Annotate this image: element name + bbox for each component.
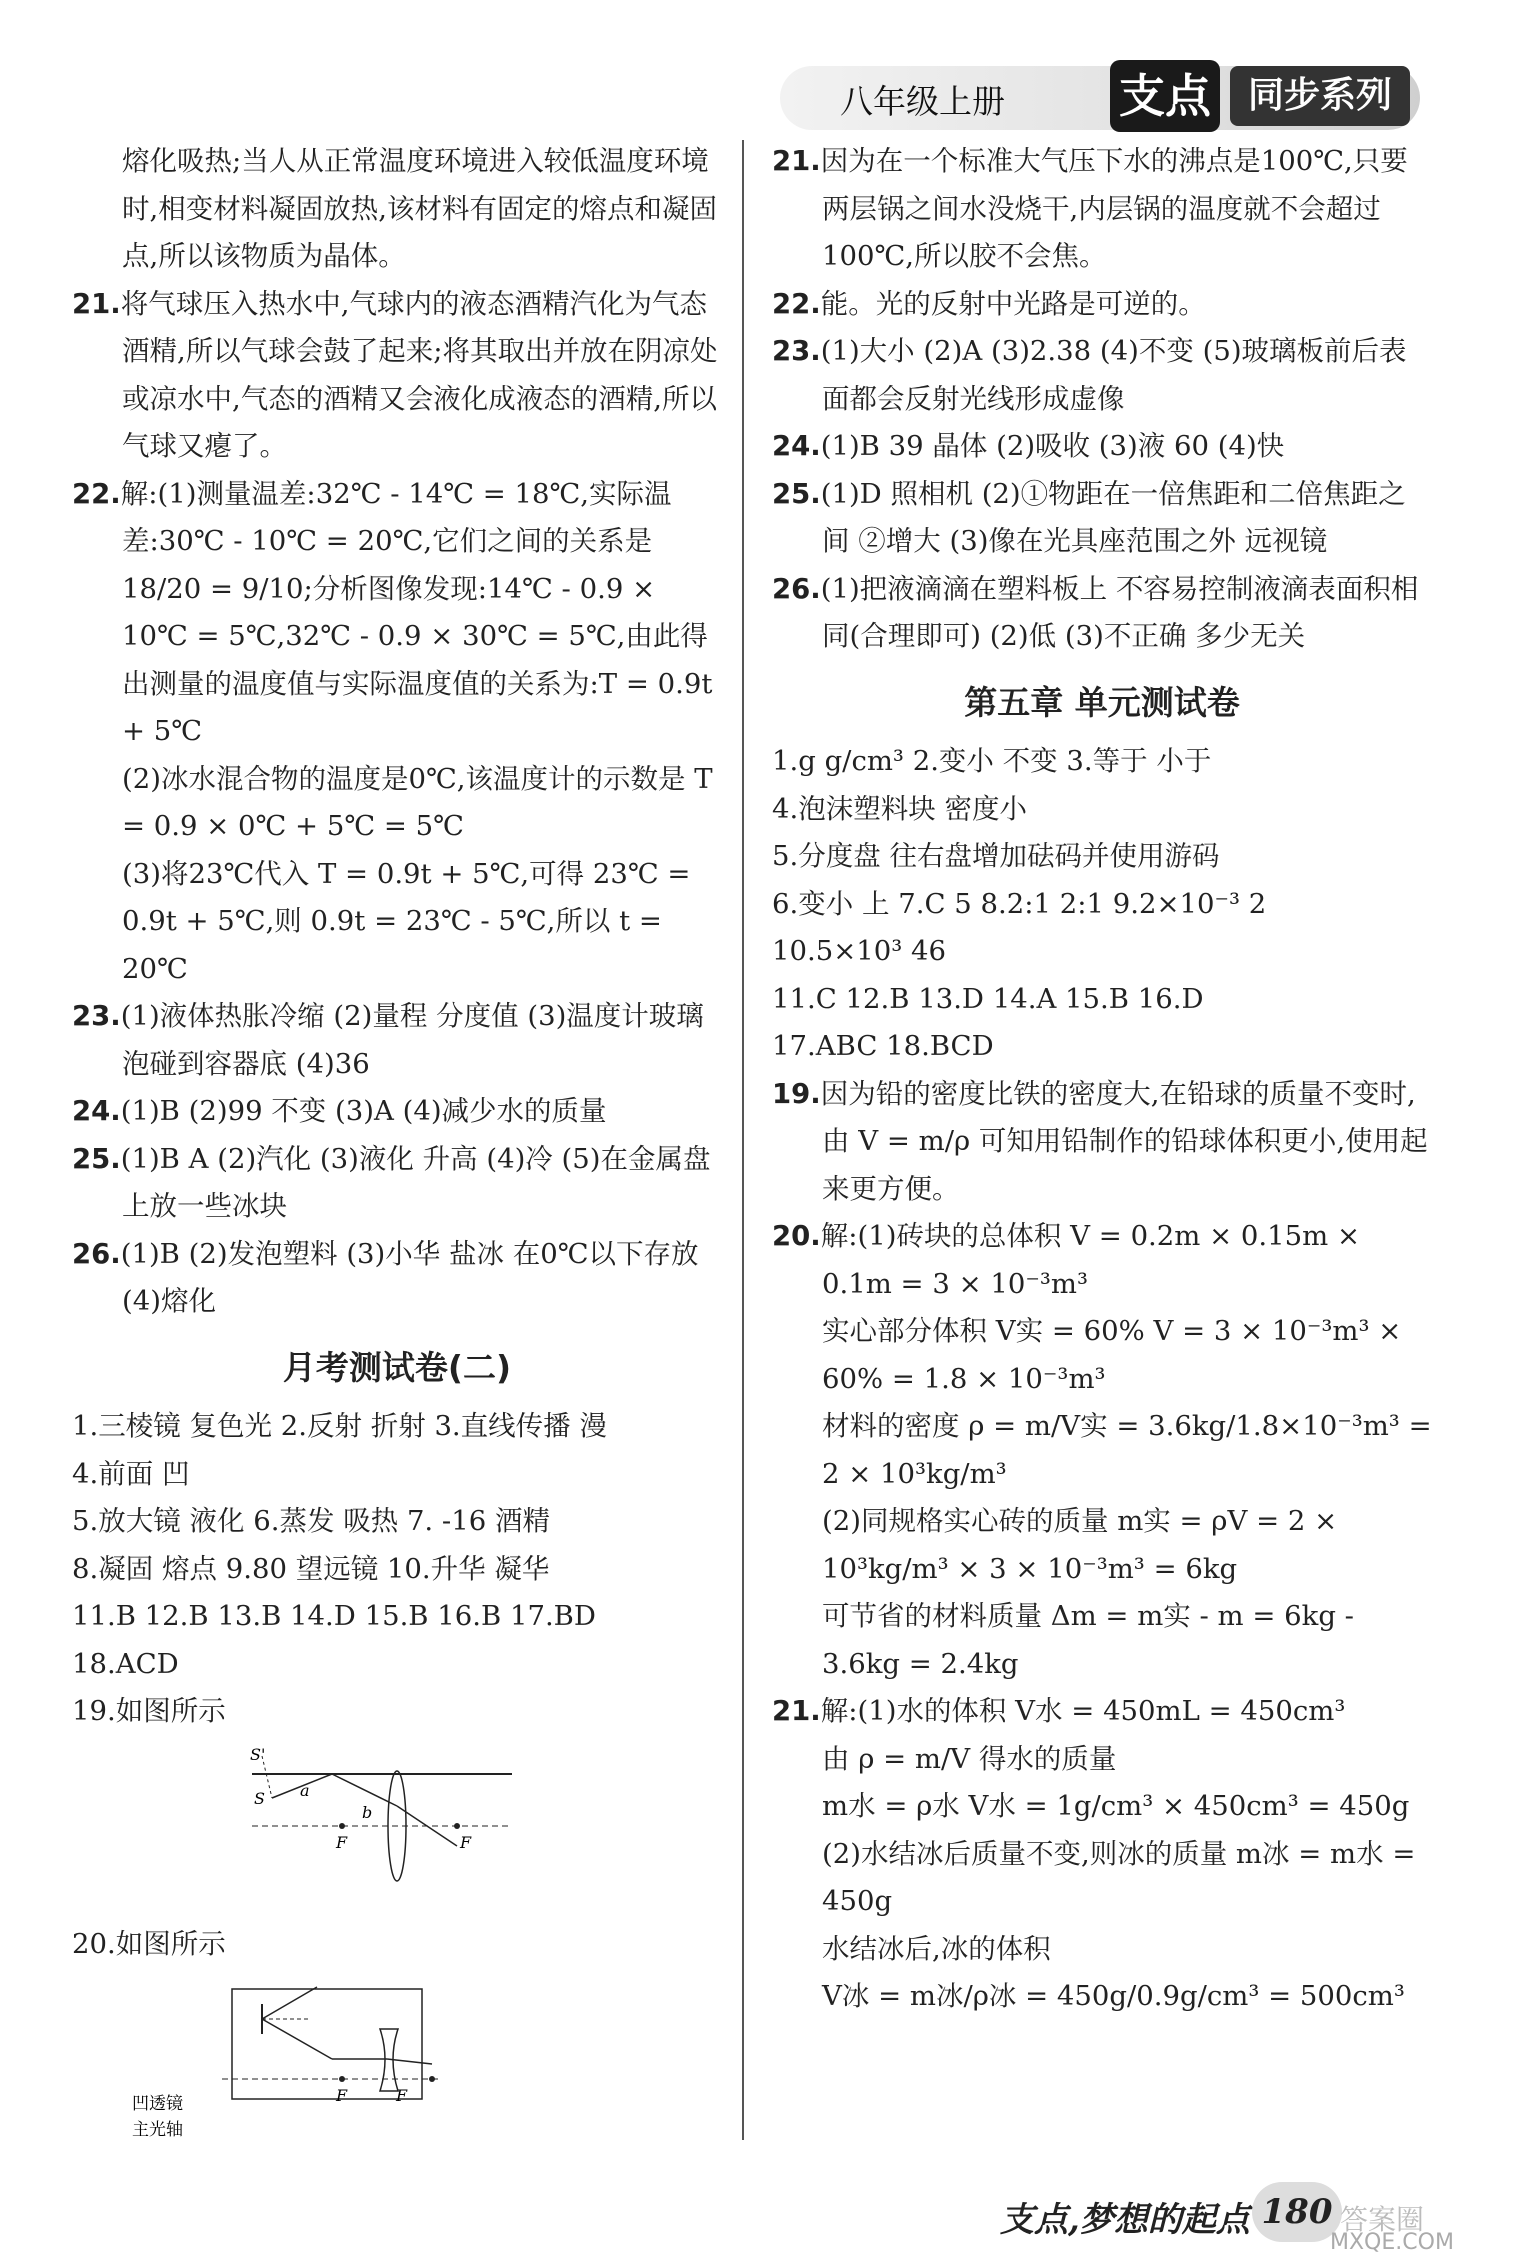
answer-text: (1)B (2)发泡塑料 (3)小华 盐冰 在0℃以下存放 (4)熔化 — [120, 1237, 699, 1317]
answer-text: (1)液体热胀冷缩 (2)量程 分度值 (3)温度计玻璃泡碰到容器底 (4)36 — [120, 1000, 704, 1080]
answer-number: 26. — [72, 1237, 121, 1270]
lens-diagram-svg — [232, 1746, 532, 1896]
answer-20-line: (2)同规格实心砖的质量 m实 = ρV = 2 × 10³kg/m³ × 3 × 10⁻³m³ = 6kg — [822, 1505, 1338, 1585]
answer-text: 因为在一个标准大气压下水的沸点是100℃,只要两层锅之间水没烧干,内层锅的温度就不会超过100℃,所以胶不会焦。 — [820, 145, 1408, 272]
left-column — [72, 138, 722, 2174]
watermark-logo: 答案圈 — [1340, 2203, 1425, 2236]
answer-text: (1)B 39 晶体 (2)吸收 (3)液 60 (4)快 — [820, 430, 1285, 462]
label-focus-left: F — [336, 2085, 348, 2105]
focus-point-left — [339, 1823, 345, 1829]
answer-number: 25. — [72, 1142, 121, 1175]
answer-20-line: 实心部分体积 V实 = 60% V = 3 × 10⁻³m³ × 60% = 1.8 × 10⁻³m³ — [822, 1315, 1402, 1395]
answer-22-part3: (3)将23℃代入 T = 0.9t + 5℃,可得 23℃ = 0.9t + 5℃,则 0.9t = 23℃ - 5℃,所以 t = 20℃ — [122, 857, 691, 985]
answer-21-line: 水结冰后,冰的体积 — [822, 1932, 1051, 1965]
answer-number: 26. — [772, 572, 821, 605]
page-header — [780, 58, 1420, 138]
answer-22-part2: (2)冰水混合物的温度是0℃,该温度计的示数是 T = 0.9 × 0℃ + 5℃ = 5℃ — [122, 762, 713, 842]
label-s-prime: S' — [250, 1745, 266, 1764]
answer-text: 因为铅的密度比铁的密度大,在铅球的质量不变时,由 V = m/ρ 可知用铅制作的铅球体积更小,使用起来更方便。 — [820, 1077, 1428, 1205]
watermark-url: MXQE.COM — [1330, 2230, 1454, 2255]
answer-line: 1.g g/cm³ 2.变小 不变 3.等于 小于 — [772, 745, 1212, 777]
answer-line: 5.分度盘 往右盘增加砝码并使用游码 — [772, 840, 1220, 872]
footer-slogan: 支点,梦想的起点 — [1000, 2200, 1250, 2240]
answer-21-line: (2)水结冰后质量不变,则冰的质量 m冰 = m水 = 450g — [822, 1837, 1416, 1917]
answer-number: 22. — [772, 287, 821, 320]
answer-line: 11.C 12.B 13.D 14.A 15.B 16.D — [772, 982, 1204, 1015]
answer-19 — [772, 1071, 1432, 1214]
answer-25 — [72, 1136, 722, 1231]
answer-22 — [772, 281, 1432, 329]
answer-22 — [72, 471, 722, 756]
reflected-ray — [262, 2019, 332, 2059]
answer-line: 17.ABC 18.BCD — [772, 1030, 994, 1062]
section-title: 月考测试卷(二) — [282, 1347, 512, 1387]
answer-text: (1)D 照相机 (2)①物距在一倍焦距和二倍焦距之间 ②增大 (3)像在光具座范围之外 远视镜 — [820, 477, 1406, 557]
answer-24 — [772, 423, 1432, 471]
answer-text: (1)B A (2)汽化 (3)液化 升高 (4)冷 (5)在金属盘上放一些冰块 — [120, 1142, 711, 1222]
concave-lens-diagram-svg — [132, 1979, 512, 2149]
answer-text: 能。光的反射中光路是可逆的。 — [820, 287, 1206, 320]
page-number: 180 — [1252, 2182, 1342, 2242]
series-label: 同步系列 — [1230, 66, 1410, 126]
answer-23 — [72, 993, 722, 1088]
answer-line: 8.凝固 熔点 9.80 望远镜 10.升华 凝华 — [72, 1552, 550, 1585]
answer-text: (1)把液滴滴在塑料板上 不容易控制液滴表面积相同(合理即可) (2)低 (3)不正确 多少无关 — [820, 572, 1419, 652]
answer-text: 解:(1)砖块的总体积 V = 0.2m × 0.15m × 0.1m = 3 × 10⁻³m³ — [820, 1220, 1360, 1300]
answer-line: 6.变小 上 7.C 5 8.2:1 2:1 9.2×10⁻³ 2 — [772, 887, 1267, 920]
label-s: S — [254, 1788, 265, 1808]
label-principal-axis: 主光轴 — [132, 2119, 183, 2140]
answer-text: 将气球压入热水中,气球内的液态酒精汽化为气态酒精,所以气球会鼓了起来;将其取出并放在阴凉处或凉水中,气态的酒精又会液化成液态的酒精,所以气球又瘪了。 — [120, 287, 718, 462]
focus-point-right — [454, 1823, 460, 1829]
answer-number: 20. — [772, 1220, 821, 1252]
answer-21-line: V冰 = m冰/ρ冰 = 450g/0.9g/cm³ = 500cm³ — [822, 1980, 1405, 2012]
answer-21 — [72, 281, 722, 471]
column-divider — [742, 140, 744, 2140]
answer-text: 解:(1)测量温差:32℃ - 14℃ = 18℃,实际温差:30℃ - 10℃ = 20℃,它们之间的关系是18/20 = 9/10;分析图像发现:14℃ - 0.9 × 10℃ = 5℃,32℃ - 0.9 × 30℃ = 5℃,由此得出测量的温度值与实际温度值的关系为:T = 0.9t + 5℃ — [120, 477, 713, 747]
answer-21-line: 由 ρ = m/V 得水的质量 — [822, 1742, 1117, 1775]
answer-number: 25. — [772, 477, 821, 510]
answer-26 — [772, 566, 1432, 661]
answer-line: 11.B 12.B 13.B 14.D 15.B 16.B 17.BD — [72, 1600, 596, 1632]
answer-line: 5.放大镜 液化 6.蒸发 吸热 7. -16 酒精 — [72, 1505, 550, 1537]
answer-text: (1)大小 (2)A (3)2.38 (4)不变 (5)玻璃板前后表面都会反射光线形成虚像 — [820, 335, 1407, 415]
answer-23 — [772, 328, 1432, 423]
right-column — [772, 138, 1432, 2021]
answer-number: 19. — [772, 1077, 821, 1110]
answer-line: 10.5×10³ 46 — [772, 935, 947, 967]
brand-logo: 支点 — [1110, 60, 1220, 132]
section-title: 第五章 单元测试卷 — [964, 682, 1240, 722]
label-focus-left: F — [336, 1832, 348, 1852]
answer-20 — [772, 1213, 1432, 1308]
answer-21b — [772, 1688, 1432, 1736]
answer-text: (1)B (2)99 不变 (3)A (4)减少水的质量 — [120, 1095, 607, 1127]
answer-number: 24. — [72, 1095, 121, 1127]
box-outline — [232, 1989, 422, 2099]
label-focus-right: F — [460, 1832, 472, 1852]
answer-number: 21. — [772, 1695, 821, 1727]
answer-21 — [772, 138, 1432, 281]
answer-line: 20.如图所示 — [72, 1928, 226, 1960]
focus-point-left — [339, 2076, 345, 2082]
answer-continued: 熔化吸热;当人从正常温度环境进入较低温度环境时,相变材料凝固放热,该材料有固定的熔点和凝固点,所以该物质为晶体。 — [122, 145, 717, 272]
answer-20-line: 材料的密度 ρ = m/V实 = 3.6kg/1.8×10⁻³m³ = 2 × 10³kg/m³ — [822, 1410, 1432, 1490]
answer-20-line: 可节省的材料质量 Δm = m实 - m = 6kg - 3.6kg = 2.4kg — [822, 1600, 1354, 1680]
label-a: a — [300, 1780, 310, 1800]
lens-diagram-19 — [232, 1746, 722, 1912]
incident-ray — [262, 1987, 317, 2019]
answer-line: 4.前面 凹 — [72, 1457, 190, 1490]
answer-line: 1.三棱镜 复色光 2.反射 折射 3.直线传播 漫 — [72, 1410, 607, 1442]
answer-24 — [72, 1088, 722, 1136]
answer-number: 21. — [772, 145, 821, 177]
focus-point-right — [429, 2076, 435, 2082]
answer-text: 解:(1)水的体积 V水 = 450mL = 450cm³ — [820, 1695, 1346, 1727]
answer-number: 21. — [72, 287, 121, 320]
answer-21-line: m水 = ρ水 V水 = 1g/cm³ × 450cm³ = 450g — [822, 1790, 1410, 1822]
answer-line: 19.如图所示 — [72, 1695, 226, 1727]
label-focus-right: F — [396, 2085, 408, 2105]
answer-number: 23. — [72, 1000, 121, 1032]
answer-25 — [772, 471, 1432, 566]
answer-number: 23. — [772, 335, 821, 367]
answer-number: 22. — [72, 477, 121, 510]
answer-line: 4.泡沫塑料块 密度小 — [772, 792, 1027, 825]
label-concave-lens: 凹透镜 — [132, 2093, 183, 2114]
lens-diagram-20 — [132, 1979, 722, 2165]
label-b: b — [362, 1802, 373, 1822]
answer-number: 24. — [772, 430, 821, 462]
answer-26 — [72, 1231, 722, 1326]
ray-b — [332, 1774, 397, 1806]
grade-label: 八年级上册 — [840, 82, 1005, 121]
answer-line: 18.ACD — [72, 1647, 179, 1680]
